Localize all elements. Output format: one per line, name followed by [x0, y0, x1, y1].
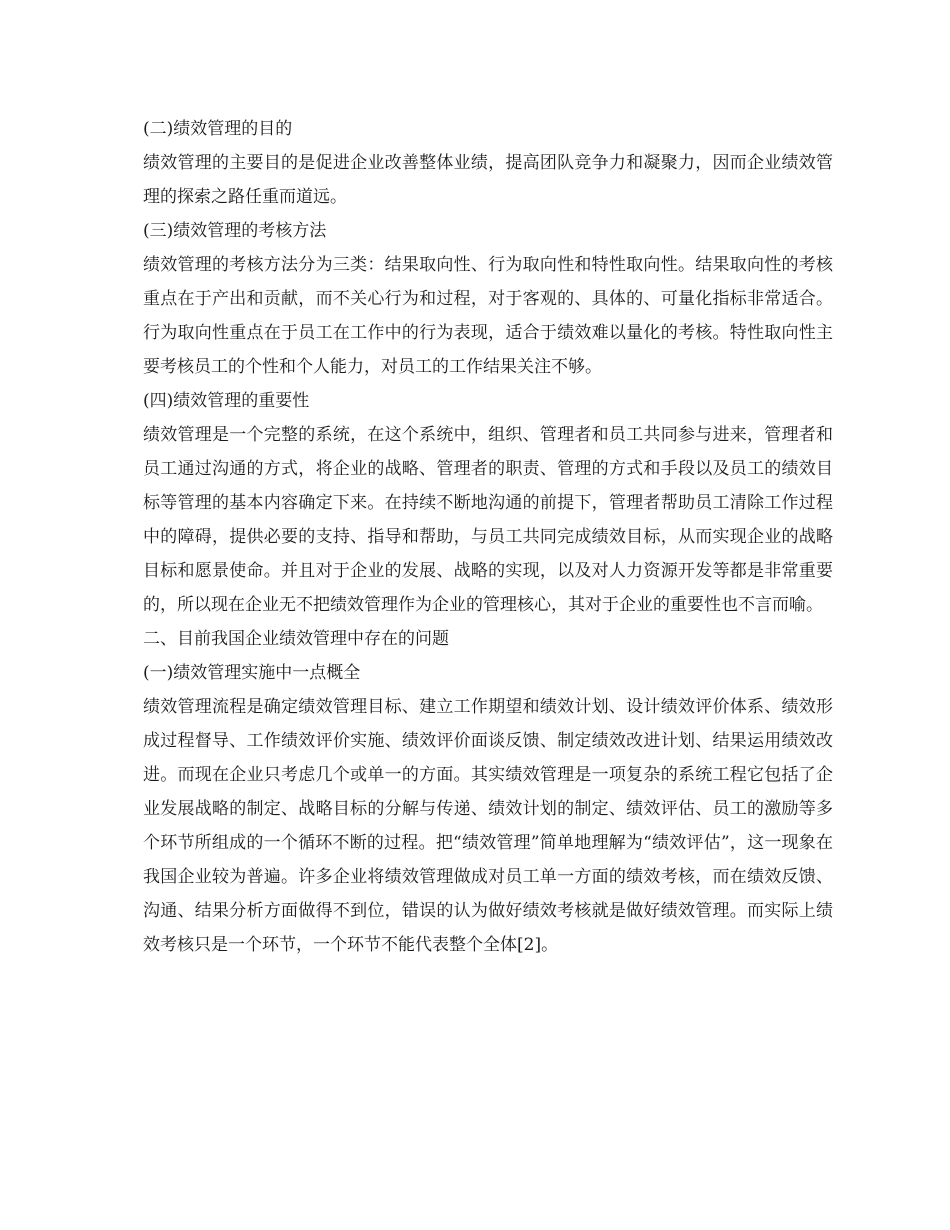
document-body	[143, 112, 833, 962]
section-paragraph-purpose: 绩效管理的主要目的是促进企业改善整体业绩，提高团队竞争力和凝聚力，因而企业绩效管理的探索之路任重而道远。	[143, 153, 833, 207]
section-heading-importance: (四)绩效管理的重要性	[143, 391, 310, 411]
chapter-heading-problems: 二、目前我国企业绩效管理中存在的问题	[143, 629, 449, 649]
subsection-heading-partial-view: (一)绩效管理实施中一点概全	[143, 663, 361, 683]
section-paragraph-assessment-methods: 绩效管理的考核方法分为三类：结果取向性、行为取向性和特性取向性。结果取向性的考核重点在于产出和贡献，而不关心行为和过程，对于客观的、具体的、可量化指标非常适合。行为取向性重点在于员工在工作中的行为表现，适合于绩效难以量化的考核。特性取向性主要考核员工的个性和个人能力，对员工的工作结果关注不够。	[143, 255, 833, 377]
section-heading-assessment-methods: (三)绩效管理的考核方法	[143, 221, 327, 241]
subsection-paragraph-partial-view: 绩效管理流程是确定绩效管理目标、建立工作期望和绩效计划、设计绩效评价体系、绩效形成过程督导、工作绩效评价实施、绩效评价面谈反馈、制定绩效改进计划、结果运用绩效改进。而现在企业只考虑几个或单一的方面。其实绩效管理是一项复杂的系统工程它包括了企业发展战略的制定、战略目标的分解与传递、绩效计划的制定、绩效评估、员工的激励等多个环节所组成的一个循环不断的过程。把“绩效管理”简单地理解为“绩效评估”，这一现象在我国企业较为普遍。许多企业将绩效管理做成对员工单一方面的绩效考核，而在绩效反馈、沟通、结果分析方面做得不到位，错误的认为做好绩效考核就是做好绩效管理。而实际上绩效考核只是一个环节，一个环节不能代表整个全体[2]。	[143, 697, 833, 955]
section-heading-purpose: (二)绩效管理的目的	[143, 119, 293, 139]
section-paragraph-importance: 绩效管理是一个完整的系统，在这个系统中，组织、管理者和员工共同参与进来，管理者和员工通过沟通的方式，将企业的战略、管理者的职责、管理的方式和手段以及员工的绩效目标等管理的基本内容确定下来。在持续不断地沟通的前提下，管理者帮助员工清除工作过程中的障碍，提供必要的支持、指导和帮助，与员工共同完成绩效目标，从而实现企业的战略目标和愿景使命。并且对于企业的发展、战略的实现，以及对人力资源开发等都是非常重要的，所以现在企业无不把绩效管理作为企业的管理核心，其对于企业的重要性也不言而喻。	[143, 425, 833, 615]
